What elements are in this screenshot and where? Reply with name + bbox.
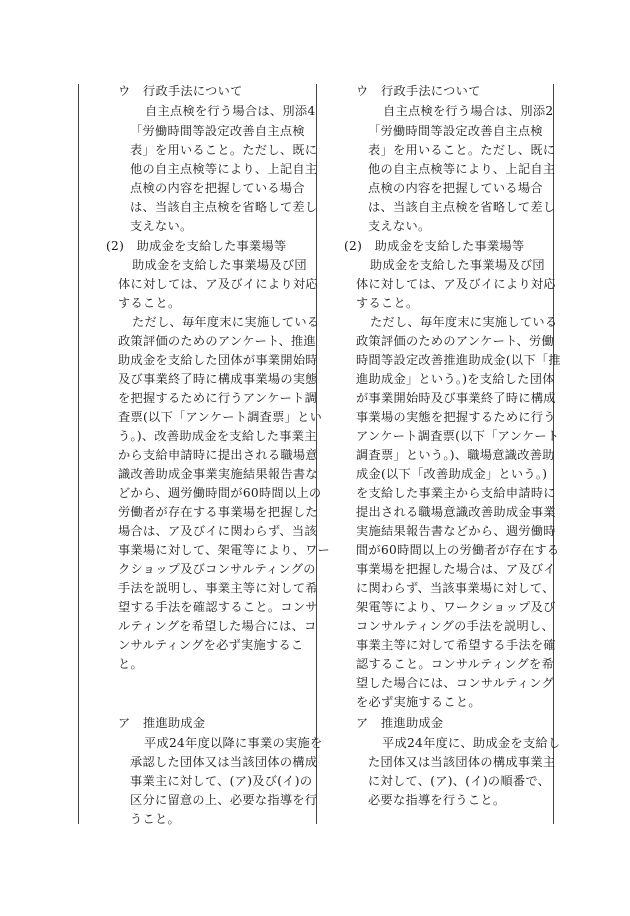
text-line: 支えない。 <box>130 219 193 233</box>
text-line: (2) 助成金を支給した事業場等 <box>344 239 525 253</box>
text-line: 「労働時間等設定改善自主点検 <box>368 124 543 138</box>
text-line: 助成金を支給した事業場及び団 <box>132 258 307 272</box>
text-line: 体に対しては、ア及びイにより対応 <box>356 277 556 291</box>
text-line: 区分に留意の上、必要な指導を行 <box>130 793 318 807</box>
text-line: クショップ及びコンサルティングの <box>118 562 316 576</box>
text-line: コンサルティングの手法を説明し、 <box>356 619 554 633</box>
text-line: 事業主等に対して希望する手法を確 <box>356 638 556 652</box>
text-line: 架電等により、ワークショップ及び <box>356 600 556 614</box>
text-line: 及び事業終了時に構成事業場の実態 <box>118 372 318 386</box>
text-line: 場合は、ア及びイに関わらず、当該 <box>118 524 317 538</box>
text-line: ただし、毎年度末に実施している <box>132 315 320 329</box>
text-line: アンケート調査票(以下「アンケート <box>356 429 560 443</box>
text-line: に関わらず、当該事業場に対して、 <box>356 581 555 595</box>
text-line: 事業主に対して、(ア)及び(イ)の <box>130 774 313 788</box>
text-line: 時間等設定改善推進助成金(以下「推 <box>356 353 561 367</box>
left-border <box>78 84 79 824</box>
text-line: 自主点検を行う場合は、別添2 <box>383 104 554 118</box>
text-line: と。 <box>118 657 143 671</box>
text-line: 実施結果報告書などから、週労働時 <box>356 524 556 538</box>
text-line: ンサルティングを必ず実施するこ <box>118 638 304 652</box>
text-line: 進助成金」という。)を支給した団体 <box>356 372 555 386</box>
text-line: 点検の内容を把握している場合 <box>368 181 543 195</box>
text-line: を必ず実施すること。 <box>356 695 481 709</box>
text-line: ウ 行政手法について <box>356 84 481 98</box>
text-line: 支えない。 <box>368 219 431 233</box>
text-line: た団体又は当該団体の構成事業主 <box>368 755 556 769</box>
text-line: う。)、改善助成金を支給した事業主 <box>118 429 317 443</box>
text-line: 必要な指導を行うこと。 <box>368 793 506 807</box>
text-line: 体に対しては、ア及びイにより対応 <box>118 277 318 291</box>
text-line: 査票(以下「アンケート調査票」とい <box>118 410 323 424</box>
text-line: ただし、毎年度末に実施している <box>370 315 558 329</box>
text-line: 表」を用いること。ただし、既に <box>368 143 556 157</box>
text-line: 政策評価のためのアンケート、推進 <box>118 334 316 348</box>
text-line: 提出される職場意識改善助成金事業 <box>356 505 556 519</box>
text-line: から支給申請時に提出される職場意 <box>118 448 318 462</box>
text-line: ウ 行政手法について <box>118 84 243 98</box>
text-line: 助成金を支給した団体が事業開始時 <box>118 353 318 367</box>
text-line: 承認した団体又は当該団体の構成 <box>130 755 318 769</box>
text-line: ア 推進助成金 <box>118 716 206 730</box>
text-line: は、当該自主点検を省略して差し <box>130 200 318 214</box>
text-line: 政策評価のためのアンケート、労働 <box>356 334 554 348</box>
text-line: 自主点検を行う場合は、別添4 <box>145 104 316 118</box>
text-line: 認すること。コンサルティングを希 <box>356 657 554 671</box>
text-line: ルティングを希望した場合には、コ <box>118 619 317 633</box>
text-line: 識改善助成金事業実施結果報告書な <box>118 467 318 481</box>
text-line: 事業場を把握した場合は、ア及びイ <box>356 562 556 576</box>
text-line: を支給した事業主から支給申請時に <box>356 486 556 500</box>
text-line: は、当該自主点検を省略して差し <box>368 200 556 214</box>
text-line: 事業場の実態を把握するために行う <box>356 410 556 424</box>
text-line: 他の自主点検等により、上記自主 <box>130 162 318 176</box>
text-line: 調査票」という。)、職場意識改善助 <box>356 448 555 462</box>
text-line: どから、週労働時間が60時間以上の <box>118 486 322 500</box>
text-line: を把握するために行うアンケート調 <box>118 391 318 405</box>
text-line: 成金(以下「改善助成金」という。) <box>356 467 548 481</box>
text-line: 平成24年度に、助成金を支給し <box>382 736 561 750</box>
text-line: に対して、(ア)、(イ)の順番で、 <box>368 774 551 788</box>
text-line: すること。 <box>356 296 419 310</box>
text-line: ア 推進助成金 <box>356 716 444 730</box>
text-line: が事業開始時及び事業終了時に構成 <box>356 391 556 405</box>
text-line: 望する手法を確認すること。コンサ <box>118 600 318 614</box>
text-line: 手法を説明し、事業主等に対して希 <box>118 581 318 595</box>
text-line: 間が60時間以上の労働者が存在する <box>356 543 560 557</box>
text-line: すること。 <box>118 296 181 310</box>
text-line: 平成24年度以降に事業の実施を <box>144 736 323 750</box>
text-line: 労働者が存在する事業場を把握した <box>118 505 318 519</box>
text-line: 表」を用いること。ただし、既に <box>130 143 318 157</box>
text-line: 「労働時間等設定改善自主点検 <box>130 124 305 138</box>
text-line: 点検の内容を把握している場合 <box>130 181 305 195</box>
text-line: (2) 助成金を支給した事業場等 <box>106 239 287 253</box>
text-line: 助成金を支給した事業場及び団 <box>370 258 545 272</box>
text-line: うこと。 <box>130 812 180 826</box>
text-line: 他の自主点検等により、上記自主 <box>368 162 556 176</box>
text-line: 望した場合には、コンサルティング <box>356 676 554 690</box>
text-line: 事業場に対して、架電等により、ワー <box>118 543 331 557</box>
